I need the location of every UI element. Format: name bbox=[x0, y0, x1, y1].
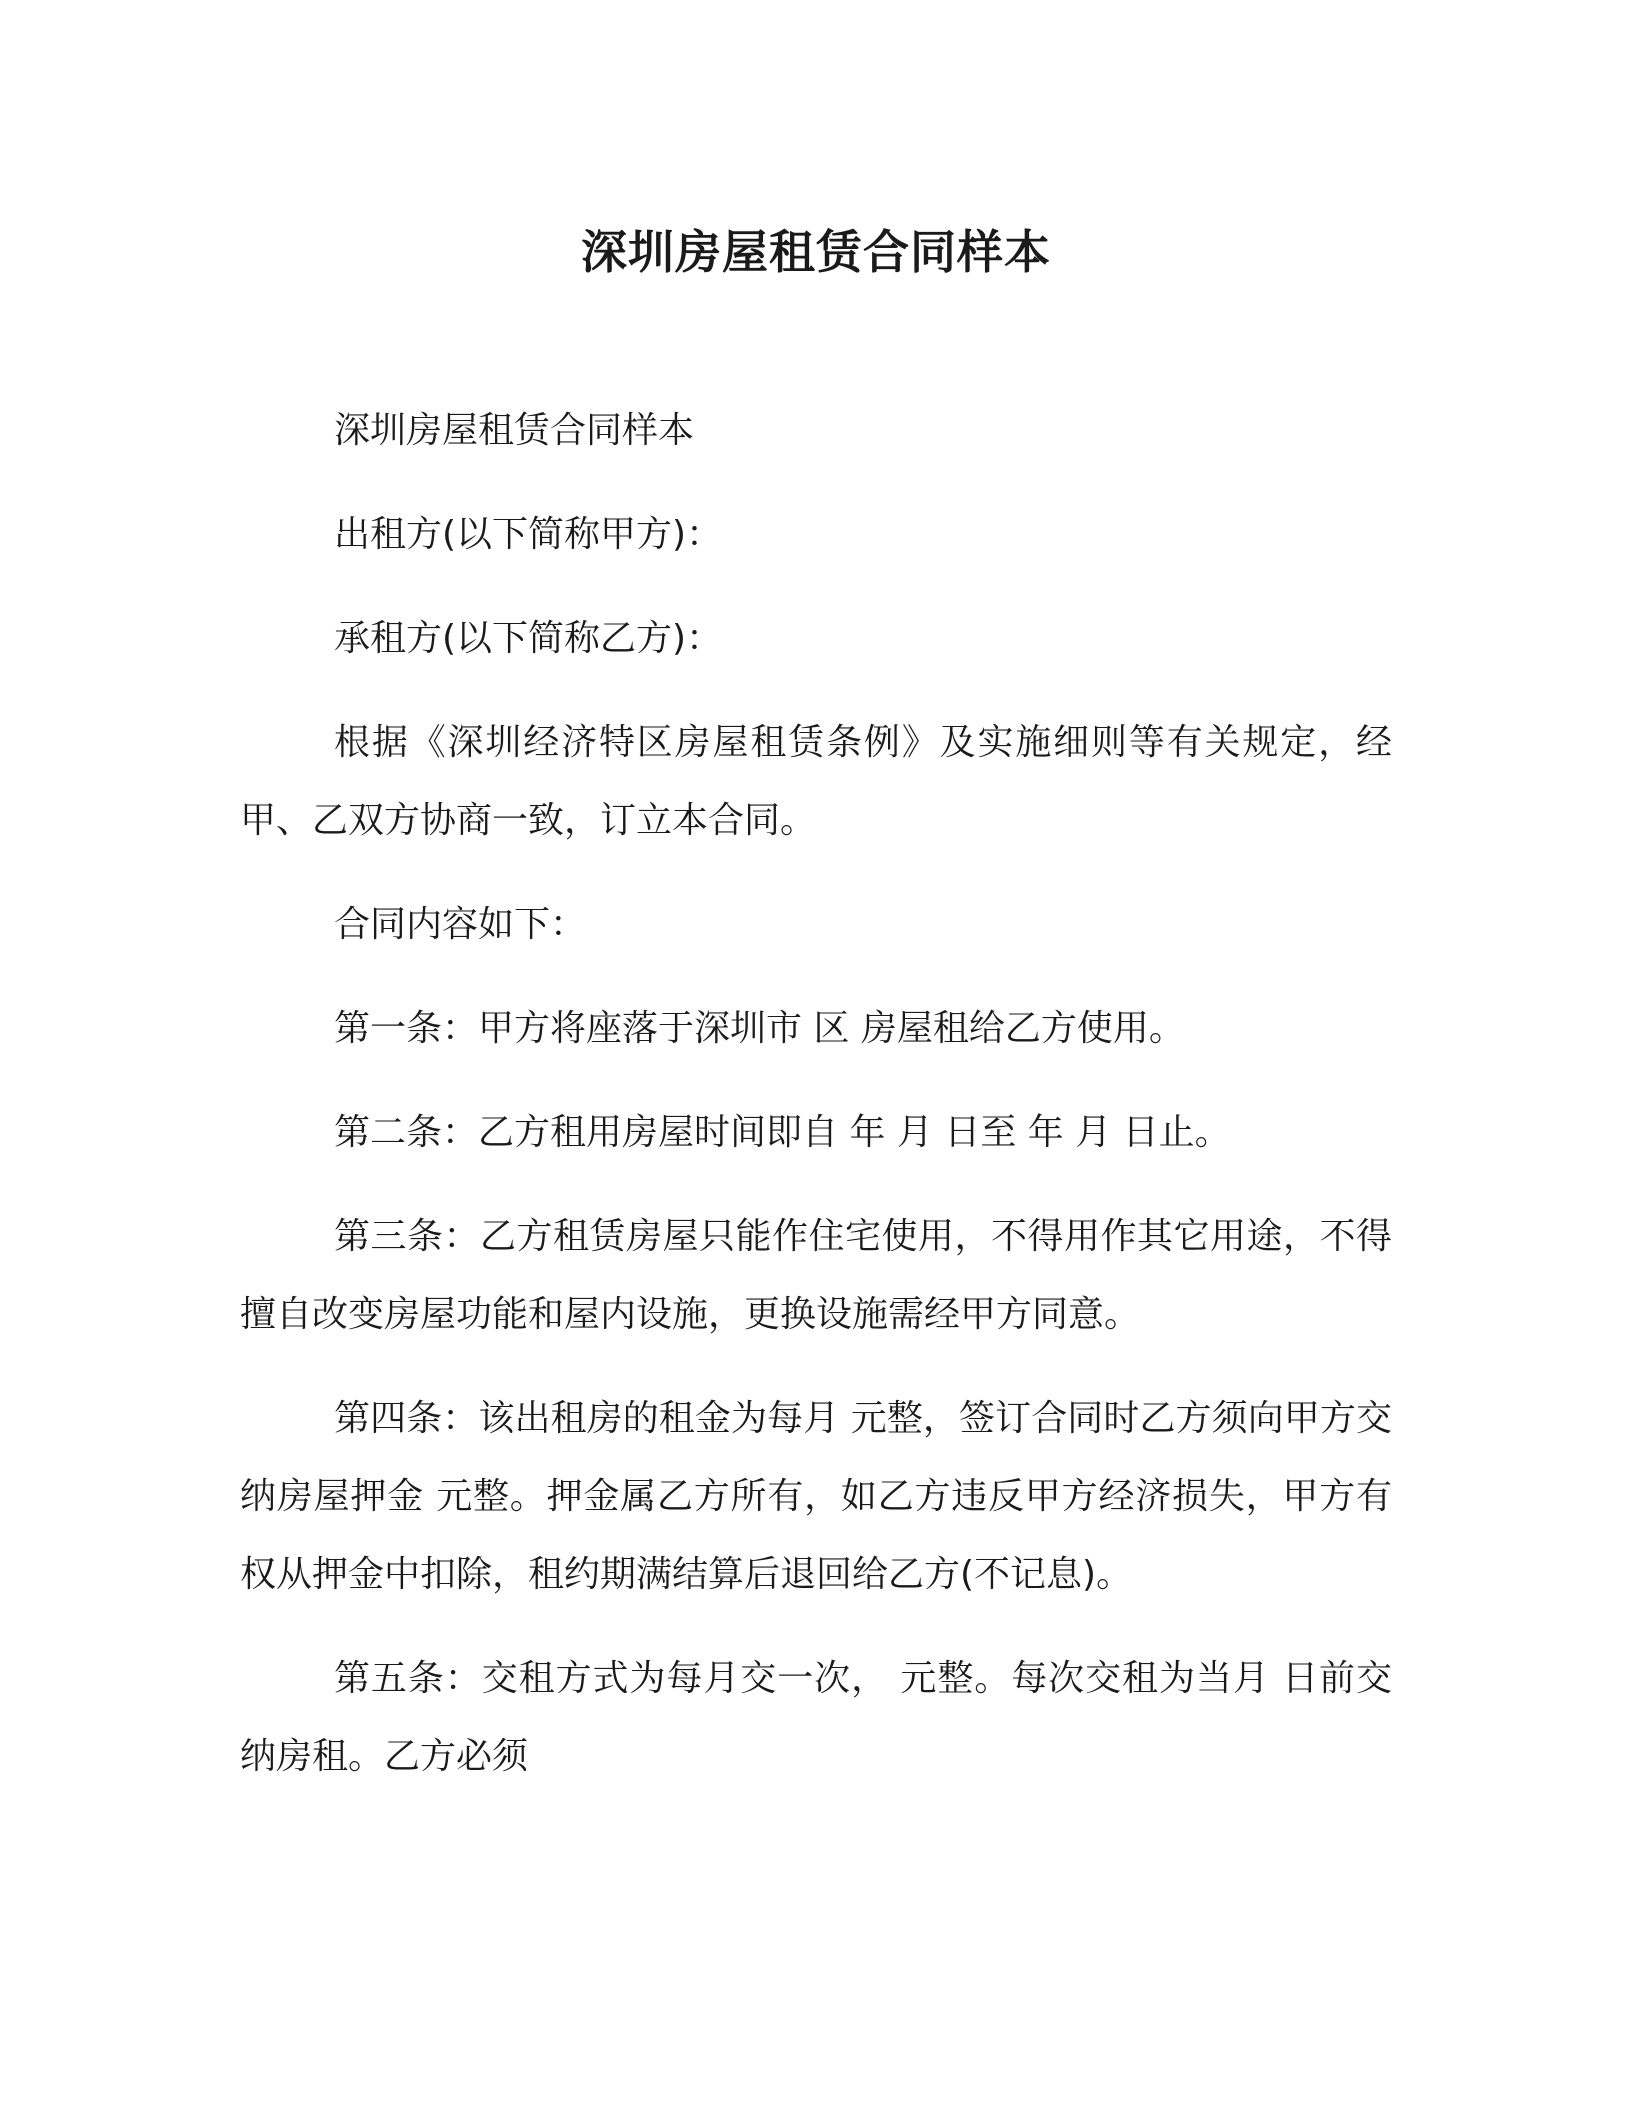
paragraph-contents-intro: 合同内容如下： bbox=[334, 904, 587, 945]
paragraph-lessee: 承租方(以下简称乙方)： bbox=[334, 618, 723, 659]
paragraph-basis: 根据《深圳经济特区房屋租赁条例》及实施细则等有关规定，经甲、乙双方协商一致，订立本合同。 bbox=[240, 722, 1392, 841]
document-title: 深圳房屋租赁合同样本 bbox=[581, 225, 1051, 279]
paragraph-article-4: 第四条：该出租房的租金为每月 元整，签订合同时乙方须向甲方交纳房屋押金 元整。押金属乙方所有，如乙方违反甲方经济损失，甲方有权从押金中扣除，租约期满结算后退回给乙方(不记息)。 bbox=[240, 1398, 1392, 1595]
document-body bbox=[240, 392, 1392, 1822]
paragraph-article-3: 第三条：乙方租赁房屋只能作住宅使用，不得用作其它用途，不得擅自改变房屋功能和屋内设施，更换设施需经甲方同意。 bbox=[240, 1216, 1392, 1335]
paragraph-article-1: 第一条：甲方将座落于深圳市 区 房屋租给乙方使用。 bbox=[334, 1008, 1185, 1049]
paragraph-heading: 深圳房屋租赁合同样本 bbox=[334, 410, 695, 451]
paragraph-article-2: 第二条：乙方租用房屋时间即自 年 月 日至 年 月 日止。 bbox=[334, 1112, 1231, 1153]
paragraph-lessor: 出租方(以下简称甲方)： bbox=[334, 514, 723, 555]
paragraph-article-5: 第五条：交租方式为每月交一次， 元整。每次交租为当月 日前交纳房租。乙方必须 bbox=[240, 1658, 1392, 1777]
